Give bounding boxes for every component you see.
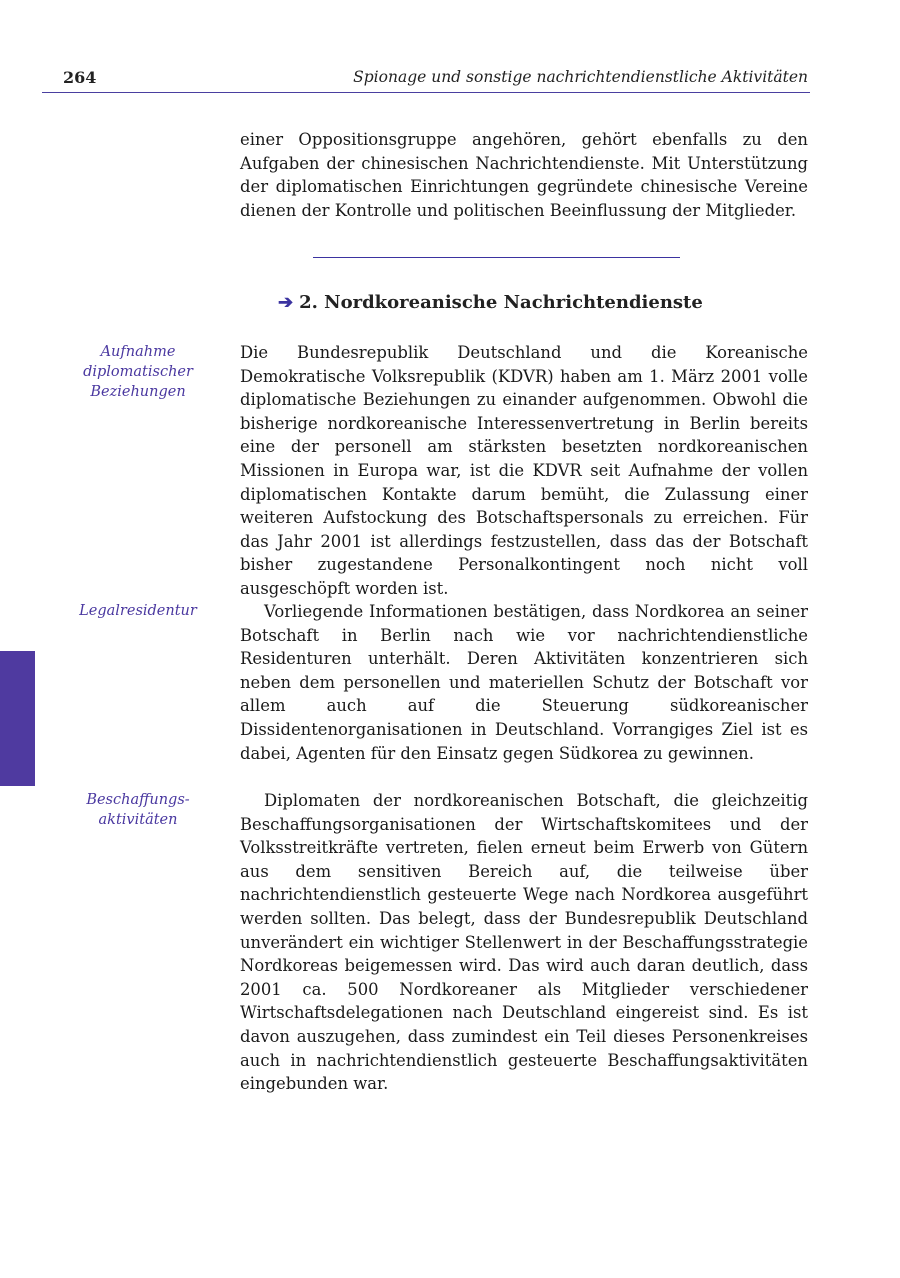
side-thumb-tab [0,651,35,786]
section-divider [313,257,680,258]
margin-note-legal-residency: Legalresidentur [79,603,197,619]
arrow-right-icon: ➔ [278,292,294,313]
paragraph-diplomatic-relations: Die Bundesrepublik Deutschland und die Koreanische Demokratische Volksrepublik (KDVR) haben am 1. März 2001 volle diplomatische Beziehungen zu einander aufgenommen. Obwohl die bisherige nordkoreanische Interessenvertretung in Berlin bereits eine der personell am stärksten besetzten nordkoreanischen Missionen in Europa war, ist die KDVR seit Aufnahme der vollen diplomatischen Kontakte darum bemüht, die Zulassung einer weiteren Aufstockung des Botschaftspersonals zu erreichen. Für das Jahr 2001 ist allerdings festzustellen, dass das der Botschaft bisher zugestandene Personalkontingent noch nicht voll ausgeschöpft worden ist. [240,343,808,598]
running-title: Spionage und sonstige nachrichtendienstliche Aktivitäten [353,68,808,86]
paragraph-procurement: Diplomaten der nordkoreanischen Botschaft, die gleichzeitig Beschaffungsorganisationen der Wirtschaftskomitees und der Volksstreitkräfte vertreten, fielen erneut beim Erwerb von Gütern aus dem sensitiven Bereich auf, die teilweise über nachrichtendienstlich gesteuerte Wege nach Nordkorea ausgeführt werden sollten. Das belegt, dass der Bundesrepublik Deutschland unverändert ein wichtiger Stellenwert in der Beschaffungsstrategie Nordkoreas beigemessen wird. Das wird auch daran deutlich, dass 2001 ca. 500 Nordkoreaner als Mitglieder verschiedener Wirtschaftsdelegationen nach Deutschland eingereist sind. Es ist davon auszugehen, dass zumindest ein Teil dieses Personenkreises auch in nachrichtendienstlich gesteuerte Beschaffungsaktivitäten eingebunden war. [240,791,808,1094]
page-number: 264 [63,68,97,87]
section-heading [278,292,703,313]
page-header [42,62,810,93]
paragraph-legal-residency: Vorliegende Informationen bestätigen, dass Nordkorea an seiner Botschaft in Berlin nach wie vor nachrichtendienstliche Residenturen unterhält. Deren Aktivitäten konzentrieren sich neben dem personellen und materiellen Schutz der Botschaft vor allem auch auf die Steuerung südkoreanischer Dissidentenorganisationen in Deutschland. Vorrangiges Ziel ist es dabei, Agenten für den Einsatz gegen Südkorea zu gewinnen. [240,602,808,763]
section-title: 2. Nordkoreanische Nachrichtendienste [299,292,703,313]
margin-note-procurement: Beschaffungs- aktivitäten [86,792,190,828]
intro-paragraph: einer Oppositionsgruppe angehören, gehört ebenfalls zu den Aufgaben der chinesischen Nachrichtendienste. Mit Unterstützung der diplomatischen Einrichtungen gegründete chinesische Vereine dienen der Kontrolle und politischen Beeinflussung der Mitglieder. [240,130,808,220]
margin-note-diplomatic-relations: Aufnahme diplomatischer Beziehungen [83,344,193,400]
